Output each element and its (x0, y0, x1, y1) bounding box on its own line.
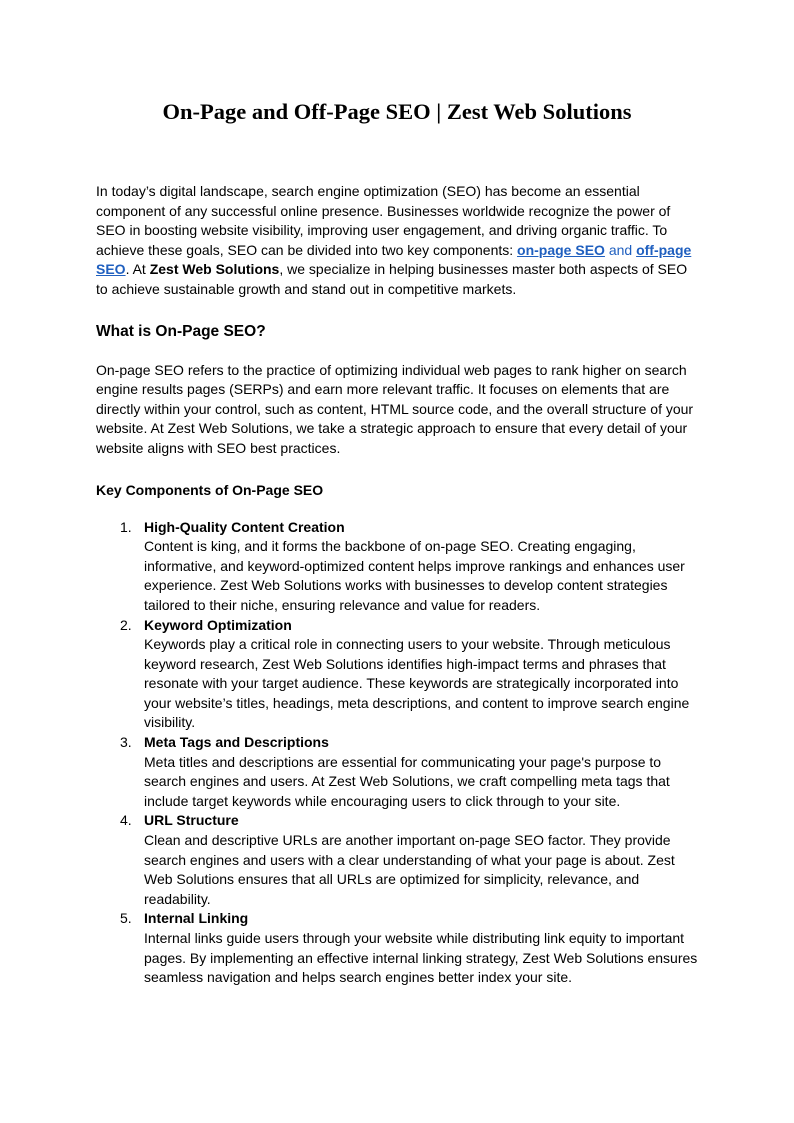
list-item-title: High-Quality Content Creation (144, 518, 345, 535)
list-item (96, 518, 698, 616)
list-item-number: 5. (120, 910, 132, 927)
brand-name: Zest Web Solutions (149, 261, 280, 278)
key-components-list (96, 518, 698, 988)
list-item-description: Keywords play a critical role in connecting users to your website. Through meticulous keyword research, Zest Web Solutions identifies high-impact terms and phrases that resonate with your target audience. These keywords are strategically incorporated into your website’s titles, headings, meta descriptions, and content to improve search engine visibility. (144, 636, 690, 731)
list-item-title: Meta Tags and Descriptions (144, 734, 329, 751)
document-title: On-Page and Off-Page SEO | Zest Web Solutions (162, 99, 632, 124)
off-page-seo-link[interactable]: off-page SEO (96, 241, 692, 278)
onpage-paragraph: On-page SEO refers to the practice of optimizing individual web pages to rank higher on search engine results pages (SERPs) and earn more relevant traffic. It focuses on elements that are directly within your control, such as content, HTML source code, and the overall structure of your website. At Zest Web Solutions, we take a strategic approach to ensure that every detail of your website aligns with SEO best practices. (96, 361, 694, 456)
list-item (96, 733, 698, 811)
list-item-number: 4. (120, 812, 132, 829)
link-joiner-text: and (604, 241, 637, 258)
intro-text-1: In today’s digital landscape, search engine optimization (SEO) has become an essential component of any successful online presence. Businesses worldwide recognize the power of SEO in boosting website visibility, improving user engagement, and driving organic traffic. To achieve these goals, SEO can be divided into two key components: (96, 183, 671, 258)
list-item-description: Internal links guide users through your website while distributing link equity to important pages. By implementing an effective internal linking strategy, Zest Web Solutions ensures seamless navigation and helps search engines better index your site. (144, 930, 698, 986)
list-item-description: Clean and descriptive URLs are another important on-page SEO factor. They provide search engines and users with a clear understanding of what your page is about. Zest Web Solutions ensures that all URLs are optimized for simplicity, relevance, and readability. (144, 832, 675, 907)
intro-paragraph (96, 182, 698, 300)
list-item (96, 616, 698, 734)
key-components-heading: Key Components of On-Page SEO (96, 481, 324, 498)
list-item-number: 1. (120, 518, 132, 535)
on-page-seo-link[interactable]: on-page SEO (517, 241, 605, 258)
list-item-title: Keyword Optimization (144, 616, 292, 633)
list-item (96, 909, 698, 987)
onpage-heading: What is On-Page SEO? (96, 322, 266, 340)
intro-text-3: , we specialize in helping businesses master both aspects of SEO to achieve sustainable growth and stand out in competitive markets. (96, 261, 688, 297)
list-item-title: Internal Linking (144, 910, 249, 927)
list-item-number: 2. (120, 616, 132, 633)
list-item-title: URL Structure (144, 812, 239, 829)
list-item-description: Content is king, and it forms the backbone of on-page SEO. Creating engaging, informative, and keyword-optimized content helps improve rankings and enhances user experience. Zest Web Solutions works with businesses to develop content strategies tailored to their niche, ensuring relevance and value for readers. (144, 538, 685, 613)
list-item (96, 811, 698, 909)
intro-text-2: . At (125, 261, 150, 278)
list-item-description: Meta titles and descriptions are essential for communicating your page's purpose to search engines and users. At Zest Web Solutions, we craft compelling meta tags that include target keywords while encouraging users to click through to your site. (144, 753, 670, 809)
list-item-number: 3. (120, 734, 132, 751)
